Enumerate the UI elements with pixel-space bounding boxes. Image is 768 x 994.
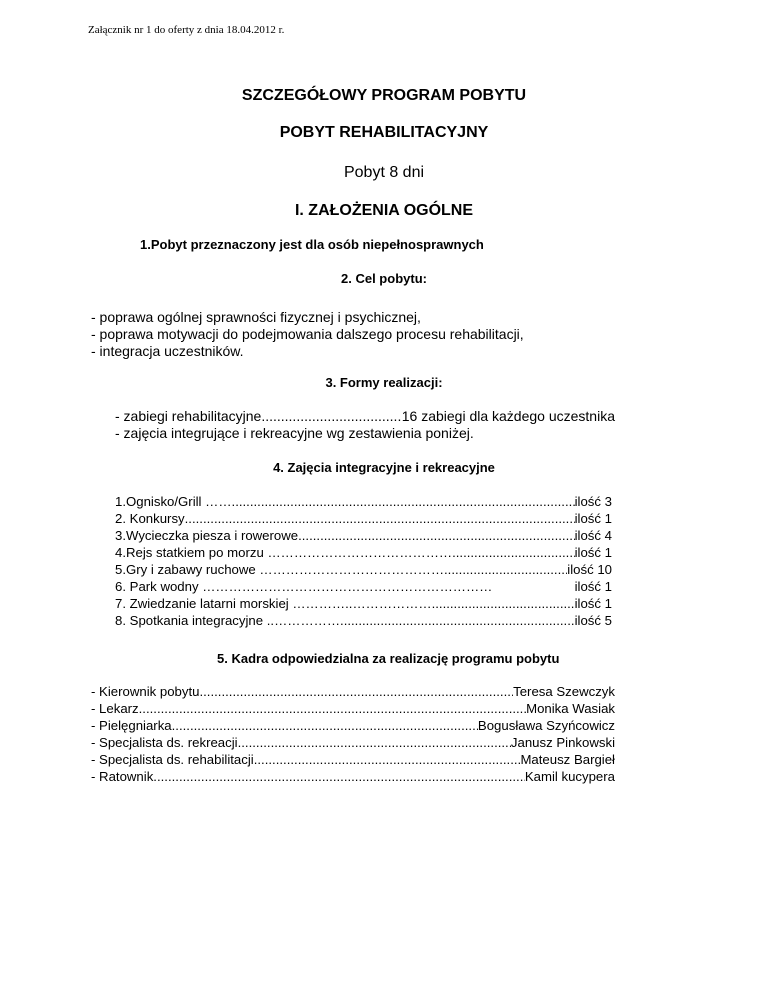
activity-label: 5.Gry i zabawy ruchowe …………………………………… (115, 562, 445, 577)
staff-role: - Specjalista ds. rekreacji (91, 735, 238, 750)
leader-dots (139, 700, 526, 717)
list-item (91, 717, 615, 734)
activity-label: 1.Ognisko/Grill …… (115, 494, 232, 509)
staff-name: Teresa Szewczyk (513, 684, 615, 699)
list-item (115, 425, 615, 442)
activity-label: 4.Rejs statkiem po morzu …………………………………… (115, 545, 453, 560)
activities-list (115, 493, 612, 629)
heading-target-group: 1.Pobyt przeznaczony jest dla osób niepełnosprawnych (140, 237, 484, 252)
list-item (115, 561, 612, 578)
list-item (115, 578, 612, 595)
list-item: - integracja uczestników. (91, 343, 244, 359)
page-title: SZCZEGÓŁOWY PROGRAM POBYTU (241, 87, 527, 104)
form-label: - zabiegi rehabilitacyjne (115, 408, 262, 424)
goals-list (91, 309, 524, 360)
leader-dots (238, 734, 511, 751)
activity-count: ilość 10 (567, 562, 612, 577)
page-subtitle: POBYT REHABILITACYJNY (279, 124, 489, 141)
staff-role: - Pielęgniarka (91, 718, 172, 733)
staff-name: Janusz Pinkowski (510, 735, 615, 750)
leader-dots (444, 561, 567, 578)
list-item (91, 768, 615, 785)
activity-count: ilość 3 (574, 494, 612, 509)
staff-name: Monika Wasiak (526, 701, 615, 716)
list-item: - poprawa motywacji do podejmowania dalszego procesu rehabilitacji, (91, 326, 524, 342)
list-item (115, 408, 615, 425)
staff-role: - Kierownik pobytu (91, 684, 200, 699)
form-label: - zajęcia integrujące i rekreacyjne wg zestawienia poniżej. (115, 425, 474, 441)
section-title: I. ZAŁOŻENIA OGÓLNE (294, 202, 474, 219)
leader-dots (452, 544, 575, 561)
list-item: - poprawa ogólnej sprawności fizycznej i psychicznej, (91, 309, 421, 325)
staff-role: - Lekarz (91, 701, 139, 716)
heading-forms: 3. Formy realizacji: (325, 375, 443, 390)
list-item (115, 510, 612, 527)
leader-dots (298, 527, 575, 544)
leader-dots (232, 493, 575, 510)
activity-count: ilość 4 (574, 528, 612, 543)
staff-name: Kamil kucypera (524, 769, 615, 784)
list-item (115, 612, 612, 629)
leader-dots (261, 408, 401, 425)
header-note: Załącznik nr 1 do oferty z dnia 18.04.2012 r. (88, 24, 285, 36)
activity-label: 7. Zwiedzanie latarni morskiej …………..……………… (115, 596, 432, 611)
heading-goal: 2. Cel pobytu: (341, 271, 427, 286)
leader-dots (185, 510, 575, 527)
leader-dots (153, 768, 525, 785)
forms-list (115, 408, 615, 442)
heading-staff: 5. Kadra odpowiedzialna za realizację programu pobytu (217, 651, 560, 666)
staff-name: Bogusława Szyńcowicz (477, 718, 615, 733)
list-item (91, 751, 615, 768)
list-item (91, 700, 615, 717)
stay-duration: Pobyt 8 dni (343, 164, 425, 181)
staff-list (91, 683, 615, 785)
activity-count: ilość 1 (574, 545, 612, 560)
form-value: 16 zabiegi dla każdego uczestnika (401, 408, 615, 424)
activity-count: ilość 1 (574, 579, 612, 594)
activity-count: ilość 1 (574, 511, 612, 526)
activity-label: 3.Wycieczka piesza i rowerowe (115, 528, 299, 543)
staff-role: - Specjalista ds. rehabilitacji (91, 752, 254, 767)
list-item (115, 544, 612, 561)
activity-count: ilość 1 (574, 596, 612, 611)
list-item (115, 493, 612, 510)
activity-label: 8. Spotkania integracyjne ..…………… (115, 613, 341, 628)
activity-count: ilość 5 (574, 613, 612, 628)
activity-label: 6. Park wodny ………………………………………………………… (115, 579, 493, 594)
leader-dots (254, 751, 521, 768)
list-item (115, 527, 612, 544)
leader-dots (340, 612, 575, 629)
activity-label: 2. Konkursy (115, 511, 185, 526)
leader-dots (172, 717, 478, 734)
staff-role: - Ratownik (91, 769, 154, 784)
leader-dots (432, 595, 575, 612)
list-item (91, 734, 615, 751)
leader-dots (199, 683, 513, 700)
list-item (115, 595, 612, 612)
heading-activities: 4. Zajęcia integracyjne i rekreacyjne (273, 460, 495, 475)
staff-name: Mateusz Bargieł (520, 752, 615, 767)
list-item (91, 683, 615, 700)
